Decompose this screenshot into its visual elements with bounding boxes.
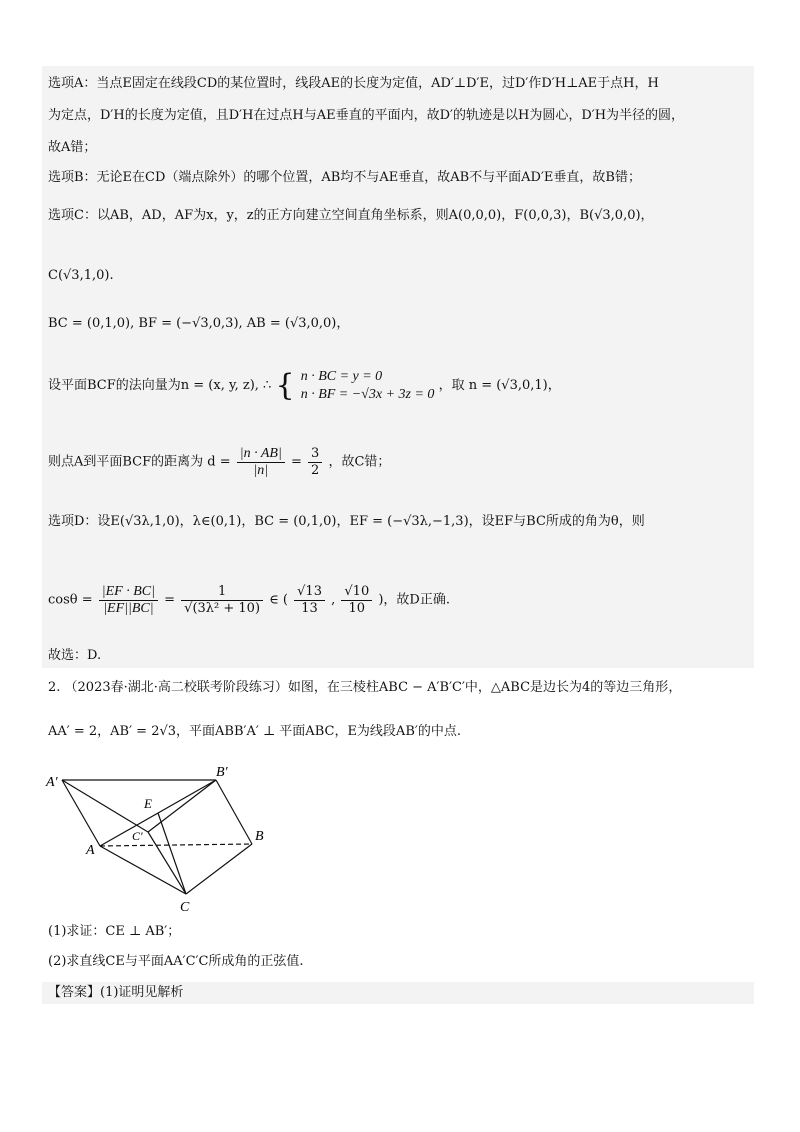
solution-shaded-block <box>42 66 754 668</box>
segment-c-e <box>158 813 186 894</box>
cosine-denominator-1: |EF||BC| <box>103 601 154 616</box>
cosine-equals: = <box>164 592 176 608</box>
problem-2-line-1: 2. （2023春·湖北·高二校联考阶段练习）如图，在三棱柱ABC − A′B′C′中，△ABC是边长为4的等边三角形， <box>48 680 682 695</box>
question-1: (1)求证：CE ⊥ AB′； <box>48 924 181 939</box>
cosine-low-numerator: √13 <box>294 584 325 601</box>
edge-a-b-hidden <box>100 844 252 846</box>
problem-2-line-2: AA′ = 2，AB′ = 2√3，平面ABB′A′ ⊥ 平面ABC，E为线段AB′的中点. <box>48 724 461 739</box>
distance-value-numerator: 3 <box>308 446 322 463</box>
distance-numerator: |n · AB| <box>237 446 285 463</box>
cosine-numerator-1: |EF · BC| <box>99 584 158 601</box>
distance-value <box>308 446 322 479</box>
edge-a1-c1 <box>62 780 148 832</box>
final-choice: 故选：D. <box>48 648 102 663</box>
label-a-prime: A′ <box>46 775 58 790</box>
distance-end: ，故C错； <box>328 454 391 470</box>
question-2: (2)求直线CE与平面AA′C′C所成角的正弦值. <box>48 954 304 969</box>
edge-a1-a <box>62 780 100 846</box>
option-a-line-1: 选项A：当点E固定在线段CD的某位置时，线段AE的长度为定值，AD′⊥D′E，过D′作D′H⊥AE于点H，H <box>48 76 659 91</box>
option-d-line-1: 选项D：设E(√3λ,1,0)，λ∈(0,1)，BC = (0,1,0)，EF = (−√3λ,−1,3)，设EF与BC所成的角为θ，则 <box>48 514 645 529</box>
label-b-prime: B′ <box>216 766 228 780</box>
edge-b-c <box>186 844 252 894</box>
normal-vector-take: ，取 n = (√3,0,1)， <box>438 378 561 393</box>
label-c-prime: C′ <box>132 829 143 843</box>
cosine-denominator-2: √(3λ² + 10) <box>184 601 261 616</box>
cosine-bound-high <box>341 584 372 617</box>
distance-fraction <box>237 446 285 479</box>
option-c-point-c: C(√3,1,0). <box>48 268 114 283</box>
cosine-fraction-1 <box>99 584 158 617</box>
distance-denominator: |n| <box>253 463 269 478</box>
distance-value-denominator: 2 <box>311 463 320 478</box>
option-a-line-2: 为定点，D′H的长度为定值，且D′H在过点H与AE垂直的平面内，故D′的轨迹是以H为圆心，D′H为半径的圆， <box>48 108 685 123</box>
distance-intro: 则点A到平面BCF的距离为 d = <box>48 454 231 470</box>
edge-c1-c <box>148 832 186 894</box>
normal-eq-1: n · BC = y = 0 <box>300 369 383 384</box>
option-b-line: 选项B：无论E在CD（端点除外）的哪个位置，AB均不与AE垂直，故AB不与平面AD′E垂直，故B错； <box>48 170 641 185</box>
cosine-comma: , <box>331 592 336 608</box>
cosine-high-numerator: √10 <box>341 584 372 601</box>
normal-eq-2: n · BF = −√3x + 3z = 0 <box>300 387 435 402</box>
cosine-bound-low <box>294 584 325 617</box>
label-c: C <box>180 900 190 915</box>
option-c-line-1: 选项C：以AB，AD，AF为x，y，z的正方向建立空间直角坐标系，则A(0,0,0)，F(0,0,3)，B(√3,0,0)， <box>48 208 654 223</box>
edge-a-c <box>100 846 186 894</box>
cosine-numerator-2: 1 <box>181 584 263 601</box>
cosine-low-denominator: 13 <box>301 601 318 616</box>
normal-vector-line <box>48 368 561 404</box>
label-e: E <box>144 796 152 811</box>
cosine-end: )，故D正确. <box>378 592 450 608</box>
cosine-lhs: cosθ = <box>48 592 93 608</box>
option-a-line-3: 故A错； <box>48 140 97 155</box>
cosine-fraction-2 <box>181 584 263 617</box>
distance-equals: = <box>290 454 302 470</box>
option-c-vectors: BC = (0,1,0), BF = (−√3,0,3), AB = (√3,0,0)， <box>48 316 350 331</box>
edge-b1-b <box>216 780 252 844</box>
label-b: B <box>255 829 264 844</box>
label-a: A <box>86 843 95 858</box>
normal-vector-intro: 设平面BCF的法向量为n = (x, y, z), ∴ <box>48 378 272 393</box>
cosine-in: ∈ ( <box>269 592 288 608</box>
edge-b1-c1 <box>148 780 216 832</box>
answer-line: 【答案】(1)证明见解析 <box>48 985 184 1000</box>
cosine-high-denominator: 10 <box>348 601 366 616</box>
system-brace: { <box>275 368 295 403</box>
cosine-line <box>48 584 450 617</box>
normal-system <box>301 368 435 404</box>
distance-line <box>48 446 390 479</box>
triangular-prism-figure <box>40 766 280 916</box>
